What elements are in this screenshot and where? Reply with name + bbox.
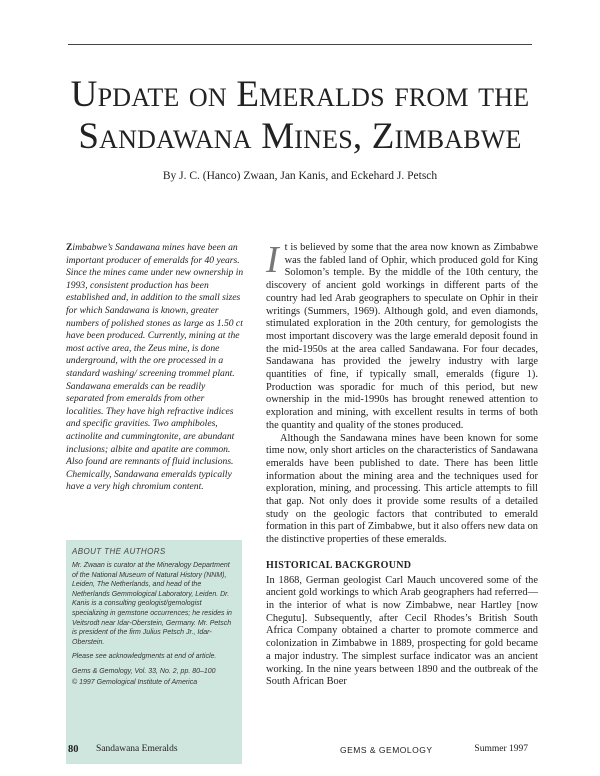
authors-bio: Mr. Zwaan is curator at the Mineralogy Department of the National Museum of Natural History (NNM), Leiden, The Netherlands, and head of the Netherlands Gemmological Laboratory, Leiden. Dr. Kanis is a consulting geologist/gemologist specializing in gemstone occurrences; he resides in Veitsrodt near Idar-Oberstein, Germany. Mr. Petsch is president of the firm Julius Petsch Jr., Idar-Oberstein. <box>72 562 232 646</box>
about-the-authors-box <box>66 540 242 764</box>
copyright: © 1997 Gemological Institute of America <box>72 678 198 686</box>
top-rule <box>68 44 532 45</box>
authors-box-header: ABOUT THE AUTHORS <box>72 547 166 556</box>
abstract-lead-letter: Z <box>66 242 73 253</box>
abstract-text: imbabwe’s Sandawana mines have been an important producer of emeralds for 40 years. Since the mines came under new ownership in 1993, consistent production has been established and, in addition to the small sizes for which Sandawana is known, greater numbers of polished stones as large as 1.50 ct have been produced. Currently, mining at the most active area, the Zeus mine, is done underground, with the ore processed in a standard washing/ screening trommel plant. Sandawana emeralds can be readily separated from emeralds from other localities. They have high refractive indices and specific gravities. Two amphiboles, actinolite and cummingtonite, are abundant inclusions; albite and apatite are common. Also found are remnants of fluid inclusions. Chemically, Sandawana emeralds typically have a very high chromium content. <box>66 242 244 493</box>
title-line-2: Sandawana Mines, Zimbabwe <box>78 116 522 157</box>
section-heading: HISTORICAL BACKGROUND <box>266 559 412 571</box>
title-line-1: Update on Emeralds from the <box>70 74 530 115</box>
body-paragraph-1 <box>266 239 538 433</box>
abstract <box>66 242 244 494</box>
body-paragraph-1-text: t is believed by some that the area now known as Zimbabwe was the fabled land of Ophir, which produced gold for King Solomon’s temple. By the middle of the 10th century, the discovery of ancient gold workings in different parts of the country had led Arab geographers to speculate on Ophir in their writings (Summers, 1969). Although gold, and even diamonds, stimulated exploration in the 20th century, for gemologists the most important discovery was the large emerald deposit found in the mid-1950s at the area called Sandawana. For four decades, Sandawana has provided the jewelry industry with large quantities of fine, if typically small, emeralds (figure 1). Production was sporadic for much of this period, but new ownership in the mid-1990s has brought renewed attention to exploration and mining, with excellent results in terms of both the quantity and quality of the stones produced. <box>266 242 538 431</box>
acknowledgments-note: Please see acknowledgments at end of article. <box>72 653 217 661</box>
drop-cap: I <box>266 239 279 281</box>
page-number: 80 <box>68 744 79 755</box>
citation-text: Gems & Gemology, Vol. 33, No. 2, pp. 80–100 <box>72 667 216 675</box>
body-column <box>266 239 538 689</box>
citation <box>72 667 236 677</box>
issue-season: Summer 1997 <box>474 744 528 754</box>
body-paragraph-2: Although the Sandawana mines have been known for some time now, only short articles on the characteristics of Sandawana emeralds have been published to date. There has been little information about the mining area and the techniques used for exploration, mining, and processing. This article attempts to fill that gap. Not only does it provide some results of a detailed study on the geologic factors that contributed to emerald formation in this part of Zimbabwe, but it also offers new data on the distinctive properties of these emeralds. <box>266 432 538 546</box>
byline: By J. C. (Hanco) Zwaan, Jan Kanis, and Eckehard J. Petsch <box>162 170 438 182</box>
journal-name: GEMS & GEMOLOGY <box>340 745 433 755</box>
article-title <box>40 74 560 158</box>
running-head: Sandawana Emeralds <box>96 744 178 754</box>
body-paragraph-3: In 1868, German geologist Carl Mauch uncovered some of the ancient gold workings to which Arab geographers had referred—in the interior of what is now Zimbabwe, near Hartley [now Chegutu]. Subsequently, after Cecil Rhodes’s British South Africa Company obtained a charter to promote commerce and colonization in Zimbabwe in 1889, prospecting for gold became a major industry. The simplest surface indicator was an ancient working. In the nine years between 1890 and the outbreak of the South African Boer <box>266 574 538 688</box>
